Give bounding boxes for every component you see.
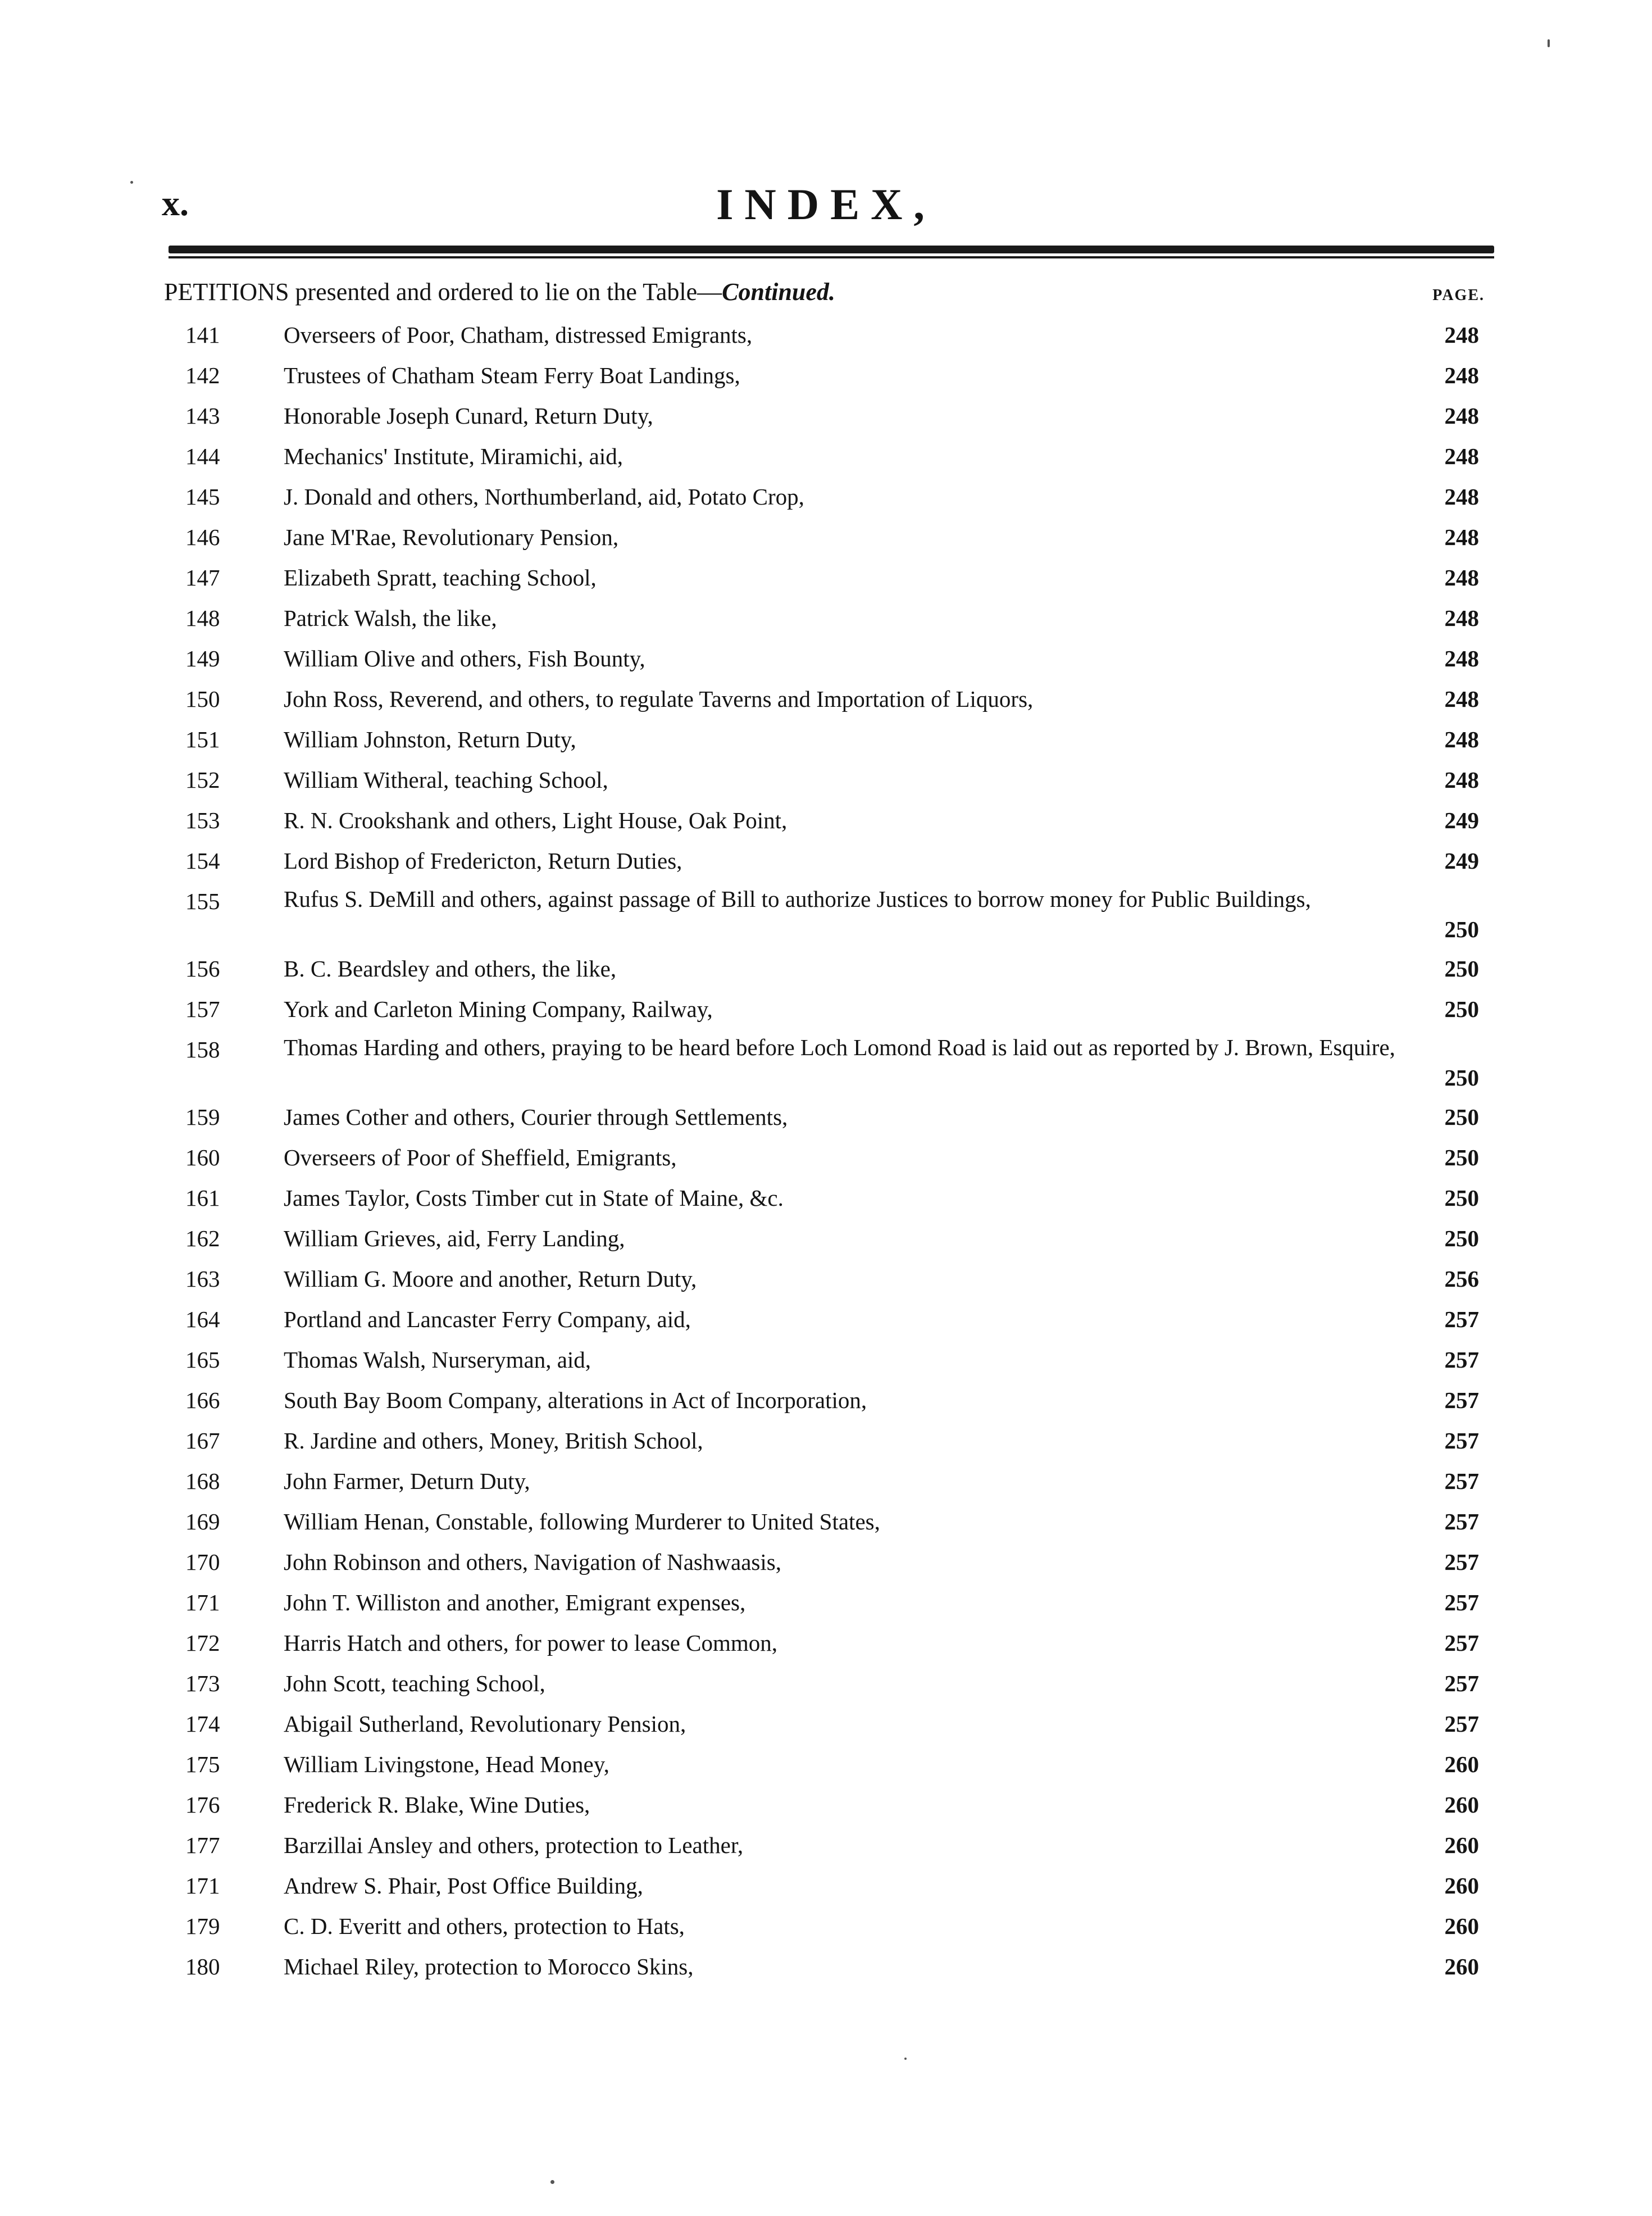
entry-number: 166 [185, 1387, 220, 1413]
entry-text: Michael Riley, protection to Morocco Skins, [284, 1954, 694, 1979]
entry-text: Overseers of Poor of Sheffield, Emigrants, [284, 1145, 677, 1170]
entry-page: 257 [1444, 1428, 1479, 1454]
entry-page: 256 [1444, 1266, 1479, 1292]
entry-number: 172 [185, 1630, 220, 1656]
entry-text: John Ross, Reverend, and others, to regulate Taverns and Importation of Liquors, [284, 686, 1034, 712]
entry-text: Elizabeth Spratt, teaching School, [284, 565, 597, 591]
entry-page: 250 [1444, 1104, 1479, 1130]
scan-speck [550, 2180, 554, 2184]
scan-speck [904, 2058, 907, 2060]
entry-number: 179 [185, 1913, 220, 1939]
entry-text: Lord Bishop of Fredericton, Return Duties, [284, 848, 682, 874]
entry-text: Barzillai Ansley and others, protection to Leather, [284, 1832, 744, 1858]
entry-number: 151 [185, 726, 220, 752]
entry-text: Trustees of Chatham Steam Ferry Boat Landings, [284, 362, 740, 388]
entry-page: 248 [1444, 403, 1479, 429]
entry-number: 168 [185, 1468, 220, 1494]
entry-number: 143 [185, 403, 220, 429]
entry-page: 248 [1444, 726, 1479, 752]
section-heading-continued: Continued. [722, 278, 835, 306]
header-rule-thick [169, 246, 1494, 253]
entry-number: 146 [185, 524, 220, 550]
entry-page: 248 [1444, 565, 1479, 591]
entry-page: 248 [1444, 686, 1479, 712]
entry-text: Harris Hatch and others, for power to lease Common, [284, 1630, 777, 1656]
entry-text: John T. Williston and another, Emigrant expenses, [284, 1590, 746, 1615]
entry-page: 257 [1444, 1509, 1479, 1534]
entry-page: 248 [1444, 524, 1479, 550]
header-rule-thin [169, 256, 1494, 258]
entry-page: 257 [1444, 1347, 1479, 1373]
page-title: INDEX, [716, 180, 936, 229]
entry-page: 257 [1444, 1670, 1479, 1696]
entry-text: Jane M'Rae, Revolutionary Pension, [284, 524, 619, 550]
entry-page: 260 [1444, 1792, 1479, 1818]
entry-text: Abigail Sutherland, Revolutionary Pension, [284, 1711, 686, 1737]
entry-number: 158 [185, 1037, 220, 1062]
entry-page: 250 [1444, 1145, 1479, 1170]
entry-page: 257 [1444, 1306, 1479, 1332]
entry-number: 154 [185, 848, 220, 874]
entry-number: 171 [185, 1873, 220, 1899]
entry-number: 173 [185, 1670, 220, 1696]
scan-speck [130, 181, 133, 184]
entry-text: William Olive and others, Fish Bounty, [284, 646, 645, 671]
entry-number: 164 [185, 1306, 220, 1332]
entry-page: 248 [1444, 362, 1479, 388]
entry-number: 145 [185, 484, 220, 510]
entry-number: 174 [185, 1711, 220, 1737]
entry-text: Thomas Walsh, Nurseryman, aid, [284, 1347, 591, 1373]
page-column-label: PAGE. [1432, 287, 1485, 304]
entry-page: 250 [1444, 916, 1479, 942]
entry-text: York and Carleton Mining Company, Railway, [284, 996, 713, 1022]
entry-text: James Cother and others, Courier through Settlements, [284, 1104, 788, 1130]
entry-text: R. Jardine and others, Money, British School, [284, 1428, 703, 1454]
entry-page: 260 [1444, 1751, 1479, 1777]
entry-page: 248 [1444, 322, 1479, 348]
page-number: x. [162, 183, 189, 223]
entry-text: Patrick Walsh, the like, [284, 605, 497, 631]
entry-page: 248 [1444, 443, 1479, 469]
entry-number: 170 [185, 1549, 220, 1575]
entry-page: 257 [1444, 1711, 1479, 1737]
entry-text: J. Donald and others, Northumberland, aid, Potato Crop, [284, 484, 804, 510]
entry-page: 260 [1444, 1873, 1479, 1899]
entry-text: B. C. Beardsley and others, the like, [284, 956, 617, 982]
entry-text: Frederick R. Blake, Wine Duties, [284, 1792, 590, 1818]
entry-number: 177 [185, 1832, 220, 1858]
entry-text: John Scott, teaching School, [284, 1670, 545, 1696]
entry-page: 260 [1444, 1913, 1479, 1939]
entry-text: Thomas Harding and others, praying to be heard before Loch Lomond Road is laid out as reported by J. Brown, Esquire, [284, 1034, 1395, 1060]
entry-number: 152 [185, 767, 220, 793]
entry-number: 157 [185, 996, 220, 1022]
entry-number: 155 [185, 888, 220, 914]
entry-page: 257 [1444, 1630, 1479, 1656]
entry-number: 162 [185, 1225, 220, 1251]
entry-page: 250 [1444, 1065, 1479, 1091]
entry-page: 250 [1444, 1185, 1479, 1211]
entry-page: 248 [1444, 646, 1479, 671]
entry-text: C. D. Everitt and others, protection to Hats, [284, 1913, 685, 1939]
entry-page: 249 [1444, 848, 1479, 874]
entry-number: 175 [185, 1751, 220, 1777]
entry-number: 156 [185, 956, 220, 982]
entry-number: 163 [185, 1266, 220, 1292]
entry-text: William G. Moore and another, Return Duty, [284, 1266, 697, 1292]
entry-page: 248 [1444, 605, 1479, 631]
entry-number: 141 [185, 322, 220, 348]
entry-text: Andrew S. Phair, Post Office Building, [284, 1873, 643, 1899]
entry-page: 248 [1444, 484, 1479, 510]
entry-number: 169 [185, 1509, 220, 1534]
entry-text: South Bay Boom Company, alterations in Act of Incorporation, [284, 1387, 867, 1413]
entry-number: 150 [185, 686, 220, 712]
entry-page: 257 [1444, 1468, 1479, 1494]
entry-text: Honorable Joseph Cunard, Return Duty, [284, 403, 653, 429]
entry-page: 260 [1444, 1832, 1479, 1858]
entry-number: 149 [185, 646, 220, 671]
entry-number: 167 [185, 1428, 220, 1454]
section-heading [164, 280, 835, 305]
entry-text: John Robinson and others, Navigation of Nashwaasis, [284, 1549, 781, 1575]
entry-number: 153 [185, 807, 220, 833]
entry-number: 160 [185, 1145, 220, 1170]
scan-speck [1548, 39, 1550, 47]
entry-page: 257 [1444, 1590, 1479, 1615]
entry-text: William Johnston, Return Duty, [284, 726, 576, 752]
entry-text: William Henan, Constable, following Murderer to United States, [284, 1509, 880, 1534]
entry-text: William Witheral, teaching School, [284, 767, 608, 793]
entry-text: William Grieves, aid, Ferry Landing, [284, 1225, 625, 1251]
entry-number: 165 [185, 1347, 220, 1373]
entry-text: R. N. Crookshank and others, Light House, Oak Point, [284, 807, 788, 833]
entry-number: 159 [185, 1104, 220, 1130]
entry-number: 144 [185, 443, 220, 469]
entry-page: 257 [1444, 1549, 1479, 1575]
section-heading-text: PETITIONS presented and ordered to lie on the Table— [164, 278, 722, 306]
entry-text: John Farmer, Deturn Duty, [284, 1468, 530, 1494]
entry-number: 148 [185, 605, 220, 631]
entry-text: Portland and Lancaster Ferry Company, aid, [284, 1306, 691, 1332]
entry-text: Overseers of Poor, Chatham, distressed Emigrants, [284, 322, 753, 348]
entry-number: 147 [185, 565, 220, 591]
entry-page: 248 [1444, 767, 1479, 793]
entry-number: 176 [185, 1792, 220, 1818]
entry-number: 171 [185, 1590, 220, 1615]
entry-text: Mechanics' Institute, Miramichi, aid, [284, 443, 624, 469]
entry-page: 260 [1444, 1954, 1479, 1979]
entry-page: 250 [1444, 1225, 1479, 1251]
entry-page: 249 [1444, 807, 1479, 833]
entry-number: 142 [185, 362, 220, 388]
entry-page: 257 [1444, 1387, 1479, 1413]
entry-text: James Taylor, Costs Timber cut in State of Maine, &c. [284, 1185, 784, 1211]
entry-text: Rufus S. DeMill and others, against passage of Bill to authorize Justices to borrow money for Public Buildings, [284, 886, 1311, 912]
entry-number: 161 [185, 1185, 220, 1211]
entry-number: 180 [185, 1954, 220, 1979]
entry-text: William Livingstone, Head Money, [284, 1751, 609, 1777]
entry-page: 250 [1444, 956, 1479, 982]
entry-page: 250 [1444, 996, 1479, 1022]
